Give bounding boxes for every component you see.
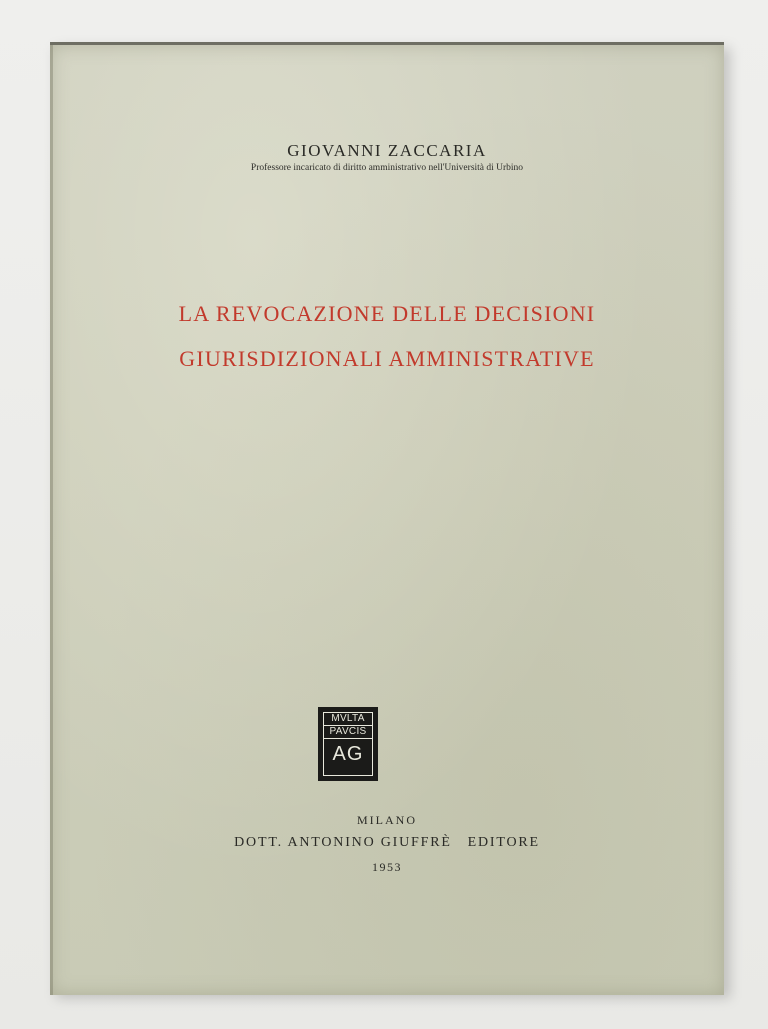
book-title bbox=[50, 291, 724, 381]
publisher-city: MILANO bbox=[357, 813, 417, 827]
logo-monogram: AG bbox=[332, 743, 364, 765]
publication-year: 1953 bbox=[372, 860, 402, 874]
cover-spine-edge bbox=[50, 45, 53, 995]
publisher-name: DOTT. ANTONINO GIUFFRÈ EDITORE bbox=[234, 835, 540, 850]
logo-motto-line-2: PAVCIS bbox=[324, 726, 372, 739]
title-line-2: GIURISDIZIONALI AMMINISTRATIVE bbox=[179, 346, 595, 371]
publisher-logo-frame bbox=[323, 712, 373, 776]
logo-motto-line-1: MVLTA bbox=[324, 713, 372, 726]
title-line-1: LA REVOCAZIONE DELLE DECISIONI bbox=[178, 301, 596, 326]
publisher-logo bbox=[318, 707, 378, 781]
author-affiliation: Professore incaricato di diritto amministrativo nell'Università di Urbino bbox=[250, 163, 524, 173]
author-name: GIOVANNI ZACCARIA bbox=[287, 141, 487, 160]
book-cover bbox=[50, 42, 724, 995]
